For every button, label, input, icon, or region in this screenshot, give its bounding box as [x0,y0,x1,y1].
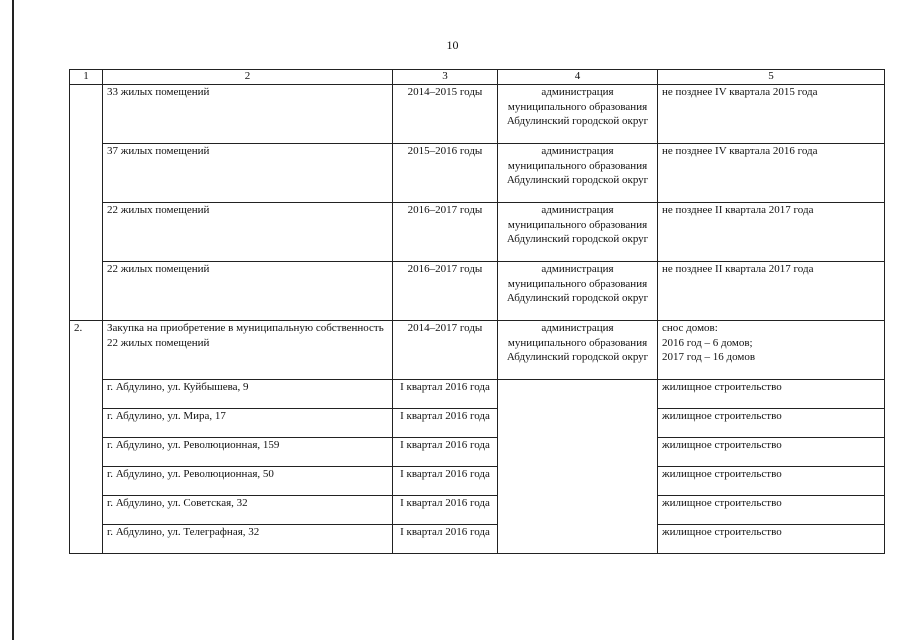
table-row-address [70,409,885,438]
table-row-purchase [70,321,885,380]
item-period: 2016–2017 годы [393,262,498,321]
item-executor: администрация муниципального образования Абдулинский городской округ [498,203,658,262]
row-number [70,85,103,321]
table-row [70,262,885,321]
address-result: жилищное строительство [658,525,885,554]
address-result: жилищное строительство [658,438,885,467]
table-header-row [70,70,885,85]
address-period: I квартал 2016 года [393,438,498,467]
address-period: I квартал 2016 года [393,380,498,409]
address-period: I квартал 2016 года [393,467,498,496]
header-cell-3: 3 [393,70,498,85]
item-executor: администрация муниципального образования Абдулинский городской округ [498,321,658,380]
item-period: 2016–2017 годы [393,203,498,262]
executor-empty-cell [498,380,658,554]
item-period: 2014–2017 годы [393,321,498,380]
address: г. Абдулино, ул. Куйбышева, 9 [103,380,393,409]
table-row [70,203,885,262]
address-result: жилищное строительство [658,380,885,409]
header-cell-5: 5 [658,70,885,85]
address-period: I квартал 2016 года [393,496,498,525]
address-period: I квартал 2016 года [393,525,498,554]
item-result: не позднее IV квартала 2015 года [658,85,885,144]
table-row [70,144,885,203]
item-name: 22 жилых помещений [103,262,393,321]
item-name: 33 жилых помещений [103,85,393,144]
address-result: жилищное строительство [658,496,885,525]
item-result: не позднее II квартала 2017 года [658,262,885,321]
page-edge-line [12,0,14,640]
address: г. Абдулино, ул. Революционная, 159 [103,438,393,467]
address: г. Абдулино, ул. Телеграфная, 32 [103,525,393,554]
item-name: Закупка на приобретение в муниципальную собственность 22 жилых помещений [103,321,393,380]
address-period: I квартал 2016 года [393,409,498,438]
item-executor: администрация муниципального образования Абдулинский городской округ [498,262,658,321]
table-row-address [70,496,885,525]
address: г. Абдулино, ул. Революционная, 50 [103,467,393,496]
item-result [658,321,885,380]
result-line: 2017 год – 16 домов [662,351,756,363]
item-name: 22 жилых помещений [103,203,393,262]
result-line: 2016 год – 6 домов; [662,336,753,349]
result-line: снос домов: [662,322,718,334]
table-row-address [70,380,885,409]
row-number: 2. [70,321,103,554]
table-row-address [70,438,885,467]
address-result: жилищное строительство [658,467,885,496]
header-cell-4: 4 [498,70,658,85]
header-cell-2: 2 [103,70,393,85]
table-row [70,85,885,144]
item-result: не позднее II квартала 2017 года [658,203,885,262]
address: г. Абдулино, ул. Советская, 32 [103,496,393,525]
item-period: 2014–2015 годы [393,85,498,144]
address-result: жилищное строительство [658,409,885,438]
program-table [69,69,885,554]
item-executor: администрация муниципального образования Абдулинский городской округ [498,85,658,144]
item-name: 37 жилых помещений [103,144,393,203]
header-cell-1: 1 [70,70,103,85]
address: г. Абдулино, ул. Мира, 17 [103,409,393,438]
item-period: 2015–2016 годы [393,144,498,203]
table-row-address [70,467,885,496]
item-result: не позднее IV квартала 2016 года [658,144,885,203]
table-row-address [70,525,885,554]
item-executor: администрация муниципального образования Абдулинский городской округ [498,144,658,203]
page-number: 10 [446,38,459,52]
